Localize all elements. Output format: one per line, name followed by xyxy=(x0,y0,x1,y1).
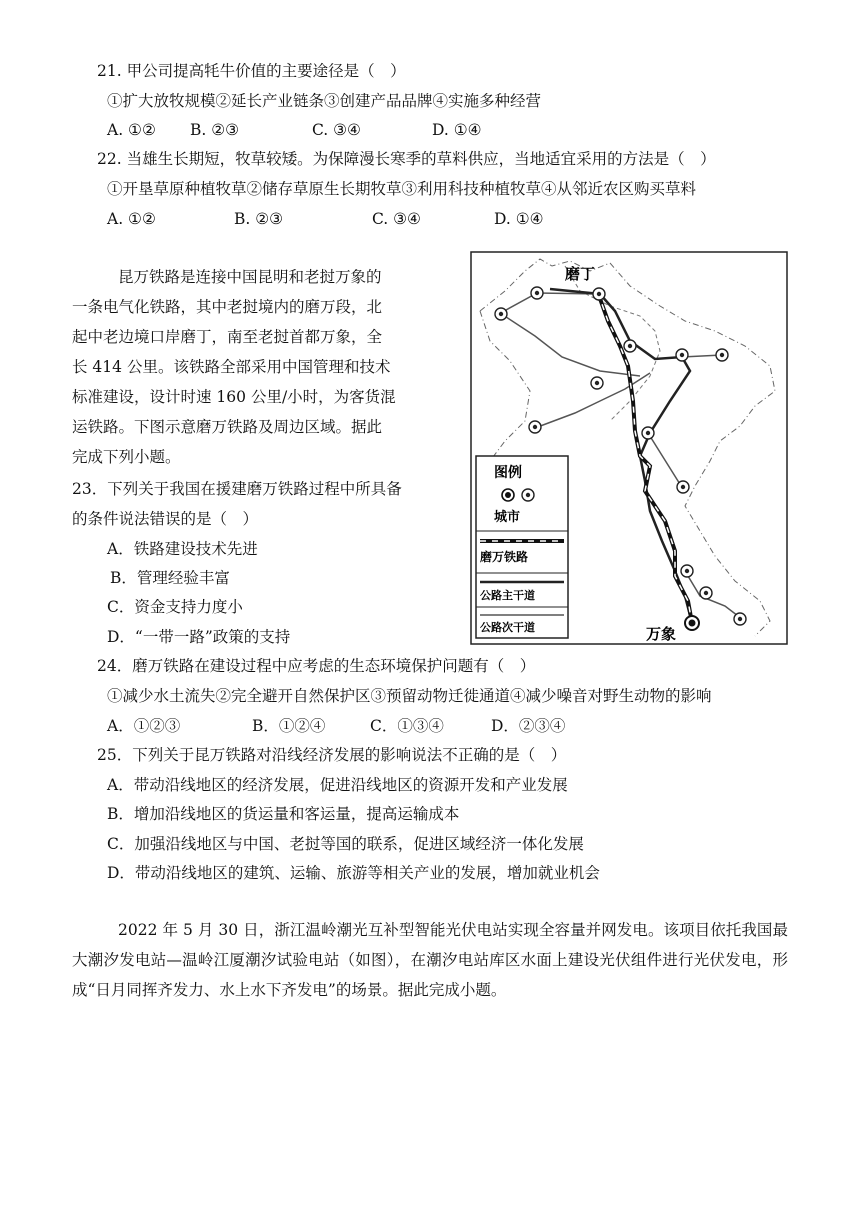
q22-option-c: C. ③④ xyxy=(372,210,421,228)
q21-option-c: C. ③④ xyxy=(312,121,361,139)
q25-stem: 25．下列关于昆万铁路对沿线经济发展的影响说法不正确的是（ ） xyxy=(97,746,567,764)
q25-option-b: B．增加沿线地区的货运量和客运量，提高运输成本 xyxy=(107,805,460,823)
passage-railway xyxy=(72,262,448,472)
q23-option-d: D．“一带一路”政策的支持 xyxy=(107,628,291,646)
q23-stem-line1: 23．下列关于我国在援建磨万铁路过程中所具备 xyxy=(72,480,402,498)
legend-title: 图例 xyxy=(494,465,522,481)
q22-option-a: A. ①② xyxy=(107,210,156,228)
q23-option-b: B．管理经验丰富 xyxy=(110,569,230,587)
q25-option-c: C．加强沿线地区与中国、老挝等国的联系，促进区域经济一体化发展 xyxy=(107,835,584,853)
q24-items: ①减少水土流失②完全避开自然保护区③预留动物迁徙通道④减少噪音对野生动物的影响 xyxy=(107,687,712,705)
q22-stem: 22. 当雄生长期短，牧草较矮。为保障漫长寒季的草料供应，当地适宜采用的方法是（ ） xyxy=(97,150,716,168)
passage-line: 一条电气化铁路，其中老挝境内的磨万段，北 xyxy=(72,298,383,316)
legend-main-road-label: 公路主干道 xyxy=(480,589,535,602)
q24-stem: 24．磨万铁路在建设过程中应考虑的生态环境保护问题有（ ） xyxy=(97,657,536,675)
map-label-boten: 磨丁 xyxy=(565,265,596,283)
q21-stem: 21. 甲公司提高牦牛价值的主要途径是（ ） xyxy=(97,62,406,80)
q25-option-a: A．带动沿线地区的经济发展，促进沿线地区的资源开发和产业发展 xyxy=(107,776,568,794)
legend-minor-road-label: 公路次干道 xyxy=(480,621,535,634)
legend-city-label: 城市 xyxy=(494,510,521,525)
q24-option-b: B．①②④ xyxy=(252,717,326,735)
q21-option-d: D. ①④ xyxy=(432,121,482,139)
q22-option-d: D. ①④ xyxy=(494,210,544,228)
passage-line: 完成下列小题。 xyxy=(72,448,181,466)
q21-option-b: B. ②③ xyxy=(190,121,240,139)
q23-option-c: C．资金支持力度小 xyxy=(107,598,243,616)
passage-line: 标准建设，设计时速 160 公里/小时，为客货混 xyxy=(72,388,396,406)
passage-tidal-solar: 2022 年 5 月 30 日，浙江温岭潮光互补型智能光伏电站实现全容量并网发电。该项目依托我国最大潮汐发电站—温岭江厦潮汐试验电站（如图），在潮汐电站库区水面上建设光伏组件进行光伏发电，形成“日月同挥齐发力、水上水下齐发电”的场景。据此完成小题。 xyxy=(72,921,788,999)
q22-option-b: B. ②③ xyxy=(234,210,284,228)
q23-stem-line2: 的条件说法错误的是（ ） xyxy=(72,510,259,528)
passage-line: 昆万铁路是连接中国昆明和老挝万象的 xyxy=(118,268,382,286)
legend-railway-label: 磨万铁路 xyxy=(480,550,529,564)
q24-option-c: C．①③④ xyxy=(370,717,444,735)
q25-option-d: D．带动沿线地区的建筑、运输、旅游等相关产业的发展，增加就业机会 xyxy=(107,864,600,882)
passage-line: 长 414 公里。该铁路全部采用中国管理和技术 xyxy=(72,358,391,376)
q24-option-a: A．①②③ xyxy=(107,717,181,735)
passage-line: 起中老边境口岸磨丁，南至老挝首都万象，全 xyxy=(72,328,383,346)
passage-line: 运铁路。下图示意磨万铁路及周边区域。据此 xyxy=(72,418,383,436)
q21-option-a: A. ①② xyxy=(107,121,156,139)
map-label-vientiane: 万象 xyxy=(646,625,677,643)
q22-items: ①开垦草原种植牧草②储存草原生长期牧草③利用科技种植牧草④从邻近农区购买草料 xyxy=(107,180,697,198)
railway-map xyxy=(470,251,788,645)
q24-option-d: D．②③④ xyxy=(491,717,566,735)
q21-items: ①扩大放牧规模②延长产业链条③创建产品品牌④实施多种经营 xyxy=(107,92,542,110)
map-legend xyxy=(476,456,568,638)
q23-option-a: A．铁路建设技术先进 xyxy=(107,540,258,558)
